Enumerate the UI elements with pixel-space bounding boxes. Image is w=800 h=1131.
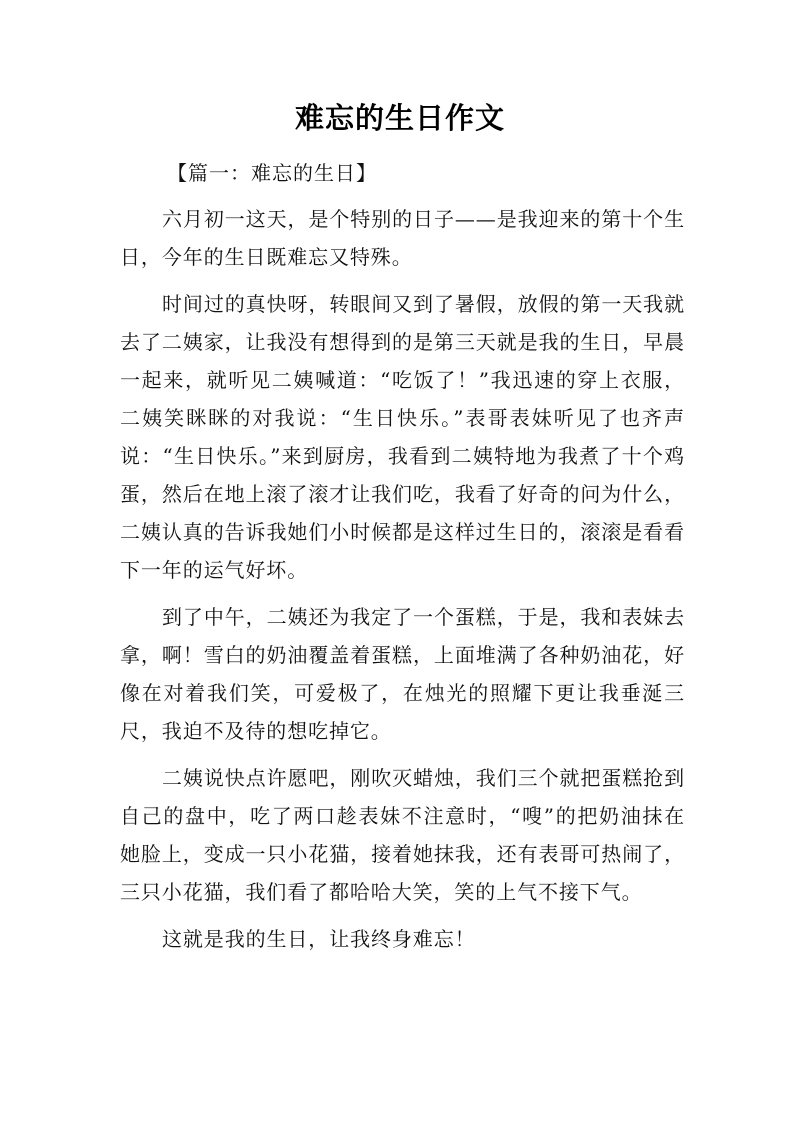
paragraph: 二姨说快点许愿吧，刚吹灭蜡烛，我们三个就把蛋糕抢到自己的盘中，吃了两口趁表妹不注意时，“嗖”的把奶油抹在她脸上，变成一只小花猫，接着她抹我，还有表哥可热闹了，三只小花猫，我们看了都哈哈大笑，笑的上气不接下气。: [120, 766, 685, 904]
document-title: 难忘的生日作文: [294, 101, 505, 135]
section-heading: 【篇一：难忘的生日】: [167, 161, 377, 185]
paragraph: 这就是我的生日，让我终身难忘！: [162, 927, 476, 951]
paragraph: 时间过的真快呀，转眼间又到了暑假，放假的第一天我就去了二姨家，让我没有想得到的是第三天就是我的生日，早晨一起来，就听见二姨喊道：“吃饭了！”我迅速的穿上衣服，二姨笑眯眯的对我说：“生日快乐。”表哥表妹听见了也齐声说：“生日快乐。”来到厨房，我看到二姨特地为我煮了十个鸡蛋，然后在地上滚了滚才让我们吃，我看了好奇的问为什么，二姨认真的告诉我她们小时候都是这样过生日的，滚滚是看看下一年的运气好坏。: [120, 292, 685, 582]
paragraph: 六月初一这天，是个特别的日子——是我迎来的第十个生日，今年的生日既难忘又特殊。: [120, 207, 685, 269]
article-body: [120, 200, 685, 967]
paragraph: 到了中午，二姨还为我定了一个蛋糕，于是，我和表妹去拿，啊！雪白的奶油覆盖着蛋糕，上面堆满了各种奶油花，好像在对着我们笑，可爱极了，在烛光的照耀下更让我垂涎三尺，我迫不及待的想吃掉它。: [120, 605, 685, 743]
